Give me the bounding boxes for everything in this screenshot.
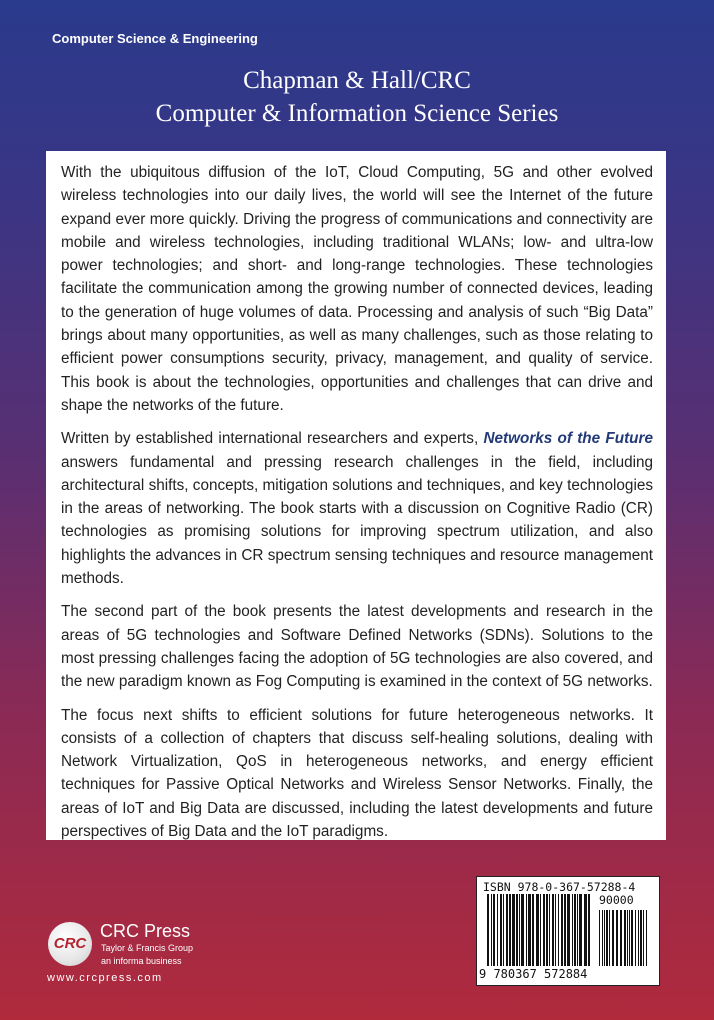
publisher-group: Taylor & Francis Group: [101, 943, 194, 953]
paragraph-4: The focus next shifts to efficient solutions for future heterogeneous networks. It consists of a collection of chapters that discuss self-healing solutions, dealing with Network Virtualization, QoS in heterogeneous networks, and energy efficient techniques for Passive Optical Networks and Wireless Sensor Networks. Finally, the areas of IoT and Big Data are discussed, including the latest developments and future perspectives of Big Data and the IoT paradigms.: [61, 706, 653, 841]
paragraph-2-start: Written by established international researchers and experts,: [61, 430, 484, 448]
publisher-block: [44, 916, 224, 986]
publisher-tagline: an informa business: [101, 956, 182, 966]
crc-logo-text: CRC: [53, 935, 87, 952]
isbn-text: ISBN 978-0-367-57288-4: [483, 880, 636, 894]
paragraph-3: The second part of the book presents the latest developments and research in the areas of 5G technologies and Software Defined Networks (SDNs). Solutions to the most pressing challenges facing the adoption of 5G technologies are also covered, and the new paradigm known as Fog Computing is examined in the context of 5G networks.: [61, 603, 653, 691]
crc-logo-icon: [48, 922, 92, 966]
series-line-2: Computer & Information Science Series: [155, 100, 559, 127]
book-title: Networks of the Future: [483, 430, 653, 448]
paragraph-2: [61, 427, 653, 590]
description-box: [46, 151, 666, 840]
paragraph-2-rest: answers fundamental and pressing research challenges in the field, including architectural shifts, concepts, mitigation solutions and techniques, and key technologies in the areas of networking. The book starts with a discussion on Cognitive Radio (CR) technologies as promising solutions for improving spectrum utilization, and also highlights the advances in CR spectrum sensing techniques and resource management methods.: [61, 453, 653, 588]
addon-code: 90000: [599, 893, 634, 907]
series-line-1: Chapman & Hall/CRC: [243, 67, 471, 94]
category-label: Computer Science & Engineering: [52, 31, 258, 46]
ean-number: 9 780367 572884: [479, 967, 588, 981]
paragraph-1: With the ubiquitous diffusion of the IoT, Cloud Computing, 5G and other evolved wireless technologies into our daily lives, the world will see the Internet of the future expand ever more quickly. Driving the progress of communications and connectivity are mobile and wireless technologies, including traditional WLANs; low- and ultra-low power technologies; and short- and long-range technologies. These technologies facilitate the communication among the growing number of connected devices, leading to the generation of huge volumes of data. Processing and analysis of such “Big Data” brings about many opportunities, as well as many challenges, such as those relating to efficient power consumptions security, privacy, management, and quality of service. This book is about the technologies, opportunities and challenges that can drive and shape the networks of the future.: [61, 164, 653, 414]
publisher-url: www.crcpress.com: [47, 972, 163, 984]
publisher-name: CRC Press: [100, 921, 191, 941]
series-title: [0, 64, 714, 130]
barcode-block: [476, 876, 660, 986]
